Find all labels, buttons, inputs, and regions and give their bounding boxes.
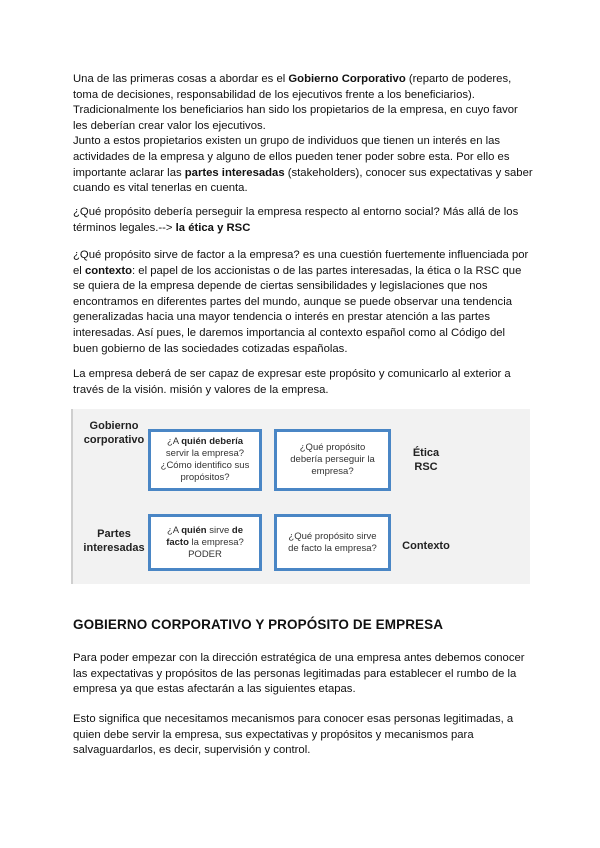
paragraph-contexto: ¿Qué propósito sirve de factor a la empresa? es una cuestión fuertemente influenciada por el contexto: el papel de los accionistas o de las partes interesadas, la ética o la RSC que se quiera de la empresa depende de ciertas sensibilidades y legislaciones que nos encontramos en diferentes partes del mundo, aunque se puede observar una tendencia generalizadas hacia una mayor tendencia o interés en prestar atención a las partes interesadas. Así pues, le daremos importancia al contexto español como al Código del buen gobierno de las sociedades cotizadas españolas. xyxy=(73,249,529,355)
label-contexto: Contexto xyxy=(402,540,450,552)
box-que-deberia: ¿Qué propósito debería perseguir la empresa? xyxy=(274,429,391,491)
box-quien-deberia: ¿A quién debería servir la empresa? ¿Cómo identifico sus propósitos? xyxy=(148,429,262,491)
purpose-diagram xyxy=(71,409,530,584)
paragraph-gobierno-corporativo: Una de las primeras cosas a abordar es el Gobierno Corporativo (reparto de poderes, toma de decisiones, responsabilidad de los ejecutivos frente a los beneficiarios). Tradicionalmente los beneficiarios han sido los propietarios de la empresa, en cuyo favor les deberían crear valor los ejecutivos. Junto a estos propietarios existen un grupo de individuos que tienen un interés en las actividades de la empresa y alguno de ellos pueden tener poder sobre esta. Por ello es importante aclarar las partes interesadas (stakeholders), conocer sus expectativas y saber cuando es vital tenerlas en cuenta. xyxy=(73,73,533,195)
diagram-left-rule xyxy=(71,409,73,584)
box-quien-sirve: ¿A quién sirve de facto la empresa? PODER xyxy=(148,514,262,571)
section-heading: GOBIERNO CORPORATIVO Y PROPÓSITO DE EMPRESA xyxy=(73,617,444,632)
paragraph-etica-rsc: ¿Qué propósito debería perseguir la empresa respecto al entorno social? Más allá de los términos legales.--> la ética y RSC xyxy=(73,206,519,234)
paragraph-direccion-estrategica: Para poder empezar con la dirección estratégica de una empresa antes debemos conocer las expectativas y propósitos de las personas legitimadas para establecer el rumbo de la empresa ya que estas afectarán a las siguientes etapas. xyxy=(73,652,525,696)
label-partes-interesadas: Partes interesadas xyxy=(83,528,145,554)
label-etica-rsc: Ética RSC xyxy=(412,447,440,473)
box-que-sirve: ¿Qué propósito sirve de facto la empresa? xyxy=(274,514,391,571)
label-gobierno-corporativo: Gobierno corporativo xyxy=(83,420,145,446)
paragraph-vision-mision: La empresa deberá de ser capaz de expresar este propósito y comunicarlo al exterior a través de la visión. misión y valores de la empresa. xyxy=(73,368,511,396)
paragraph-mecanismos: Esto significa que necesitamos mecanismos para conocer esas personas legitimadas, a quien debe servir la empresa, sus expectativas y propósitos y mecanismos para salvaguardarlos, es decir, supervisión y control. xyxy=(73,713,514,757)
